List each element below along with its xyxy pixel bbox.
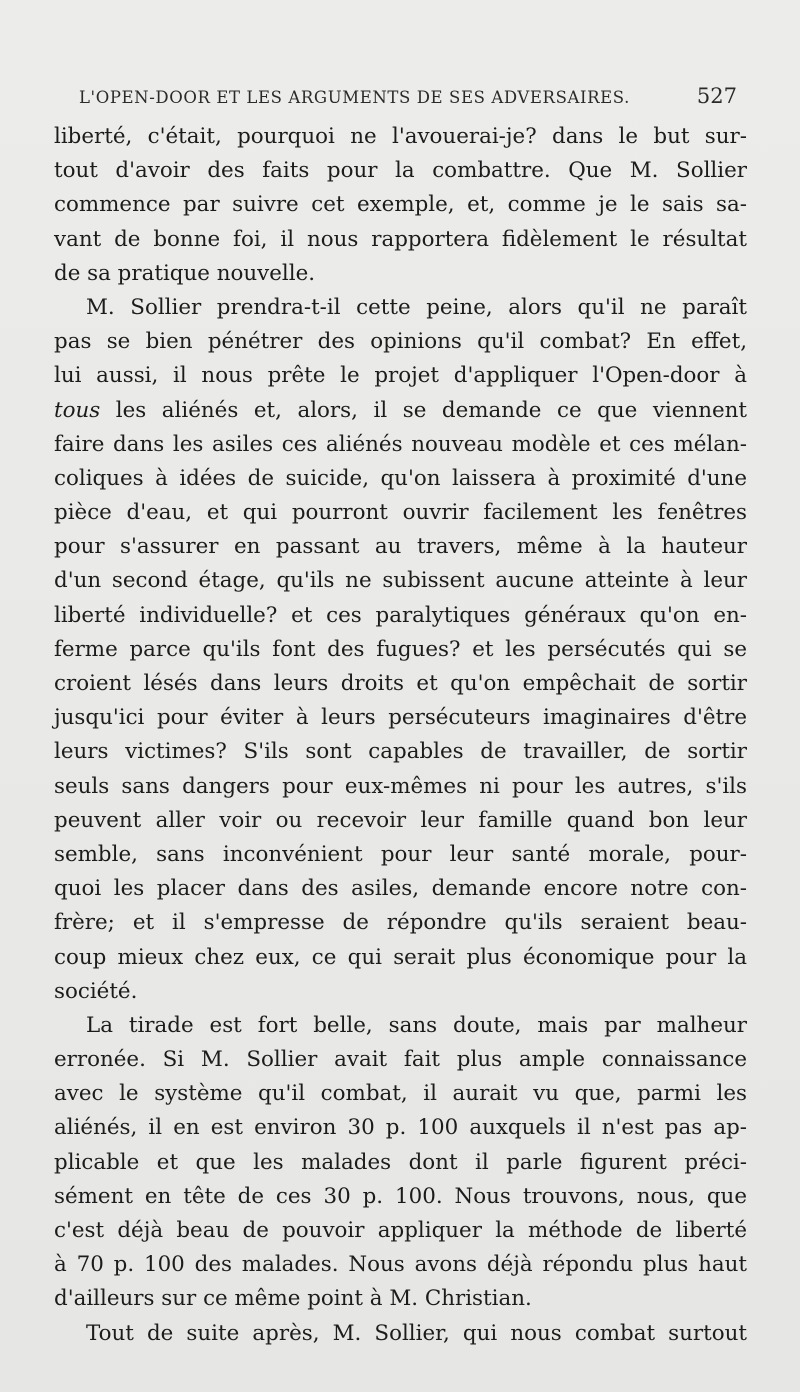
line-remainder: les aliénés et, alors, il se demande ce que viennent — [100, 397, 747, 423]
text-line: quoi les placer dans des asiles, demande encore notre con- — [54, 876, 747, 902]
text-line: commence par suivre cet exemple, et, comme je le sais sa- — [54, 192, 747, 218]
running-title: L'OPEN-DOOR ET LES ARGUMENTS DE SES ADVERSAIRES. — [79, 88, 630, 107]
italic-word: tous — [54, 397, 101, 423]
text-line: liberté individuelle? et ces paralytiques généraux qu'on en- — [54, 602, 747, 628]
text-line: pas se bien pénétrer des opinions qu'il combat? En effet, — [54, 329, 747, 355]
text-line: plicable et que les malades dont il parle figurent préci- — [54, 1149, 747, 1175]
paragraph-start-line: La tirade est fort belle, sans doute, mais par malheur — [86, 1012, 747, 1038]
text-line: lui aussi, il nous prête le projet d'appliquer l'Open-door à — [54, 363, 747, 389]
text-line: avec le système qu'il combat, il aurait vu que, parmi les — [54, 1081, 747, 1107]
text-line: société. — [54, 978, 138, 1004]
text-line: erronée. Si M. Sollier avait fait plus ample connaissance — [54, 1047, 747, 1073]
paragraph-start-line: M. Sollier prendra-t-il cette peine, alors qu'il ne paraît — [86, 294, 747, 320]
text-line: pièce d'eau, et qui pourront ouvrir facilement les fenêtres — [54, 500, 747, 526]
text-line: tout d'avoir des faits pour la combattre. Que M. Sollier — [54, 158, 747, 184]
text-line: à 70 p. 100 des malades. Nous avons déjà répondu plus haut — [54, 1252, 747, 1278]
text-line: vant de bonne foi, il nous rapportera fidèlement le résultat — [54, 226, 747, 252]
text-line: de sa pratique nouvelle. — [54, 260, 316, 286]
text-line: coliques à idées de suicide, qu'on laissera à proximité d'une — [54, 465, 747, 491]
text-line: faire dans les asiles ces aliénés nouveau modèle et ces mélan- — [54, 431, 747, 457]
body-text — [54, 120, 747, 1351]
text-line: coup mieux chez eux, ce qui serait plus économique pour la — [54, 944, 747, 970]
text-line: semble, sans inconvénient pour leur santé morale, pour- — [54, 841, 747, 867]
text-line: peuvent aller voir ou recevoir leur famille quand bon leur — [54, 807, 747, 833]
text-line: frère; et il s'empresse de répondre qu'ils seraient beau- — [54, 910, 747, 936]
text-line: d'un second étage, qu'ils ne subissent aucune atteinte à leur — [54, 568, 747, 594]
text-line: sément en tête de ces 30 p. 100. Nous trouvons, nous, que — [54, 1183, 747, 1209]
page-number: 527 — [696, 84, 737, 108]
text-line: seuls sans dangers pour eux-mêmes ni pour les autres, s'ils — [54, 773, 747, 799]
text-line: leurs victimes? S'ils sont capables de travailler, de sortir — [54, 739, 747, 765]
text-line: aliénés, il en est environ 30 p. 100 auxquels il n'est pas ap- — [54, 1115, 747, 1141]
running-header — [79, 84, 737, 114]
paragraph-start-line: Tout de suite après, M. Sollier, qui nous combat surtout — [86, 1320, 747, 1346]
text-line-with-italic — [54, 394, 747, 428]
text-line: liberté, c'était, pourquoi ne l'avouerai-je? dans le but sur- — [54, 124, 747, 149]
text-line: pour s'assurer en passant au travers, même à la hauteur — [54, 534, 747, 560]
text-line: croient lésés dans leurs droits et qu'on empêchait de sortir — [54, 671, 747, 696]
text-line: d'ailleurs sur ce même point à M. Christian. — [54, 1286, 532, 1312]
text-line: c'est déjà beau de pouvoir appliquer la méthode de liberté — [54, 1218, 747, 1243]
text-line: jusqu'ici pour éviter à leurs persécuteurs imaginaires d'être — [54, 705, 747, 731]
text-line: ferme parce qu'ils font des fugues? et les persécutés qui se — [54, 636, 747, 662]
